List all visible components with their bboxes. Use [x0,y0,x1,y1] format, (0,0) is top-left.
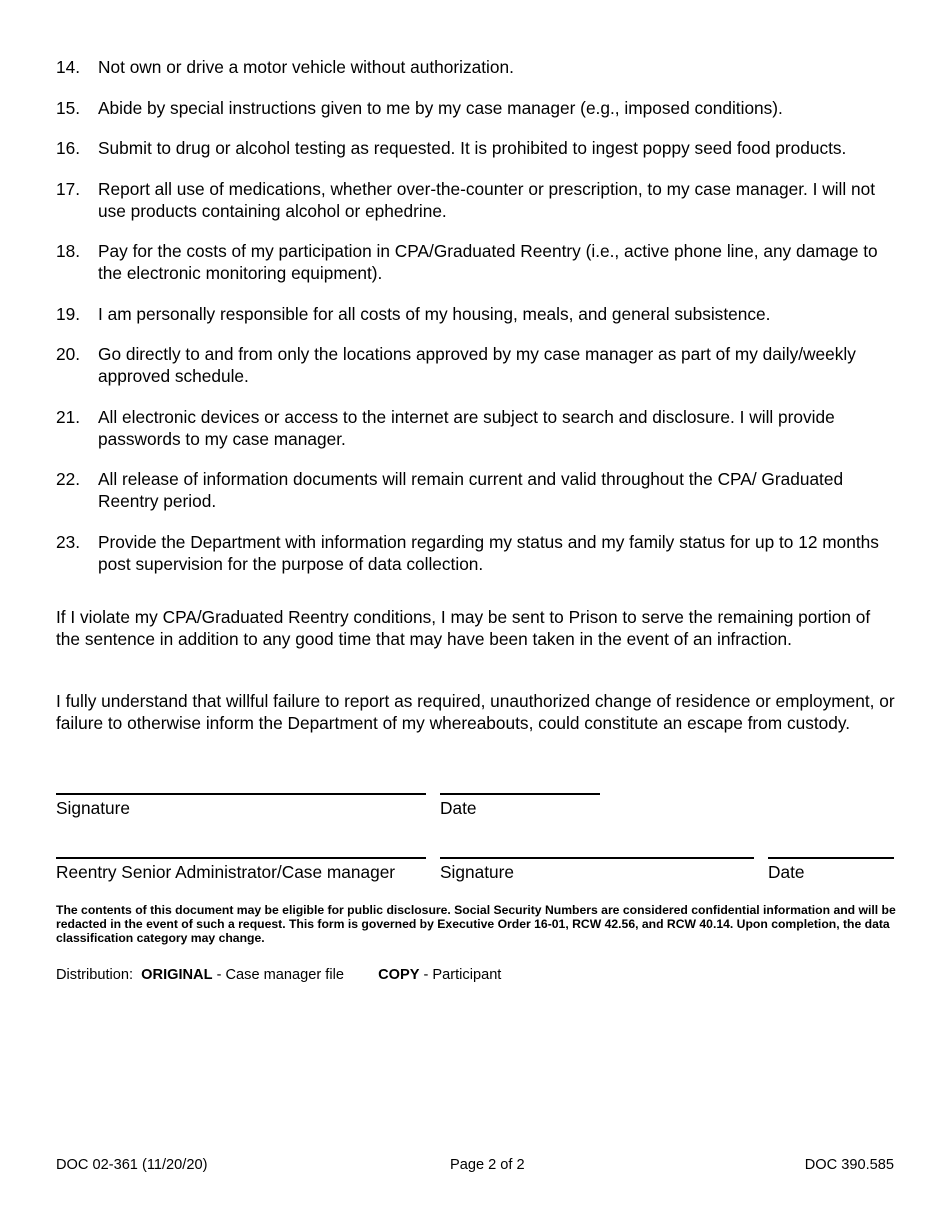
violation-paragraph: If I violate my CPA/Graduated Reentry conditions, I may be sent to Prison to serve the remaining portion of the sentence in addition to any good time that may have been taken in the event of an infraction. [56,607,871,649]
item-number: 16. [56,138,81,158]
footer-form-number: DOC 02-361 (11/20/20) [56,1157,208,1173]
item-number: 17. [56,178,81,199]
participant-signature-label: Signature [56,798,130,818]
administrator-signature-line[interactable] [440,857,754,859]
item-text: Abide by special instructions given to me by my case manager (e.g., imposed conditions). [98,97,783,118]
administrator-date-line[interactable] [768,857,894,859]
distribution-original-text: - Case manager file [216,967,344,983]
item-text: Submit to drug or alcohol testing as requested. It is prohibited to ingest poppy seed food products. [98,138,847,158]
item-text: Report all use of medications, whether over-the-counter or prescription, to my case manager. I will not use products containing alcohol or ephedrine. [98,178,876,221]
item-number: 23. [56,531,81,552]
administrator-date-label: Date [768,862,805,882]
administrator-label: Reentry Senior Administrator/Case manager [56,862,396,882]
list-item [56,406,896,450]
list-item [56,531,896,575]
item-number: 19. [56,303,81,324]
participant-date-label: Date [440,798,477,818]
item-text: Pay for the costs of my participation in CPA/Graduated Reentry (i.e., active phone line, any damage to the electronic monitoring equipment). [98,241,878,283]
item-text: Go directly to and from only the locations approved by my case manager as part of my daily/weekly approved schedule. [98,344,856,386]
list-item [56,97,896,119]
distribution-copy-text: - Participant [423,967,502,983]
list-item [56,240,896,284]
item-text: Not own or drive a motor vehicle without authorization. [98,57,514,77]
item-number: 20. [56,344,81,364]
disclosure-notice: The contents of this document may be eligible for public disclosure. Social Security Numbers are considered confidential information and will be redacted in the event of such a request. This form is governed by Executive Order 16-01, RCW 42.56, and RCW 40.14. Upon completion, the data classification category may change. [56,903,896,945]
item-number: 21. [56,406,81,427]
list-item [56,343,896,387]
conditions-list [56,56,896,593]
list-item [56,178,896,222]
item-number: 18. [56,241,81,261]
item-number: 14. [56,57,81,77]
list-item [56,137,896,159]
participant-date-line[interactable] [440,793,600,795]
administrator-signature-label: Signature [440,862,514,882]
item-number: 22. [56,469,81,489]
distribution-original-label: ORIGINAL [141,967,213,983]
item-text: All release of information documents will remain current and valid throughout the CPA/ Graduated Reentry period. [98,469,844,511]
distribution-prefix: Distribution: [56,967,134,983]
item-number: 15. [56,97,81,118]
footer-policy-number: DOC 390.585 [804,1157,894,1173]
item-text: Provide the Department with information regarding my status and my family status for up to 12 months post supervision for the purpose of data collection. [98,531,879,574]
administrator-name-line[interactable] [56,857,426,859]
escape-paragraph: I fully understand that willful failure to report as required, unauthorized change of residence or employment, or failure to otherwise inform the Department of my whereabouts, could constitute an escape from custody. [56,691,895,733]
list-item [56,56,896,78]
item-text: All electronic devices or access to the internet are subject to search and disclosure. I will provide passwords to my case manager. [98,406,835,449]
item-text: I am personally responsible for all costs of my housing, meals, and general subsistence. [98,303,771,324]
participant-signature-line[interactable] [56,793,426,795]
list-item [56,303,896,325]
distribution-line [56,966,501,984]
footer-page-number: Page 2 of 2 [450,1157,525,1173]
list-item [56,468,896,512]
distribution-copy-label: COPY [378,967,420,983]
